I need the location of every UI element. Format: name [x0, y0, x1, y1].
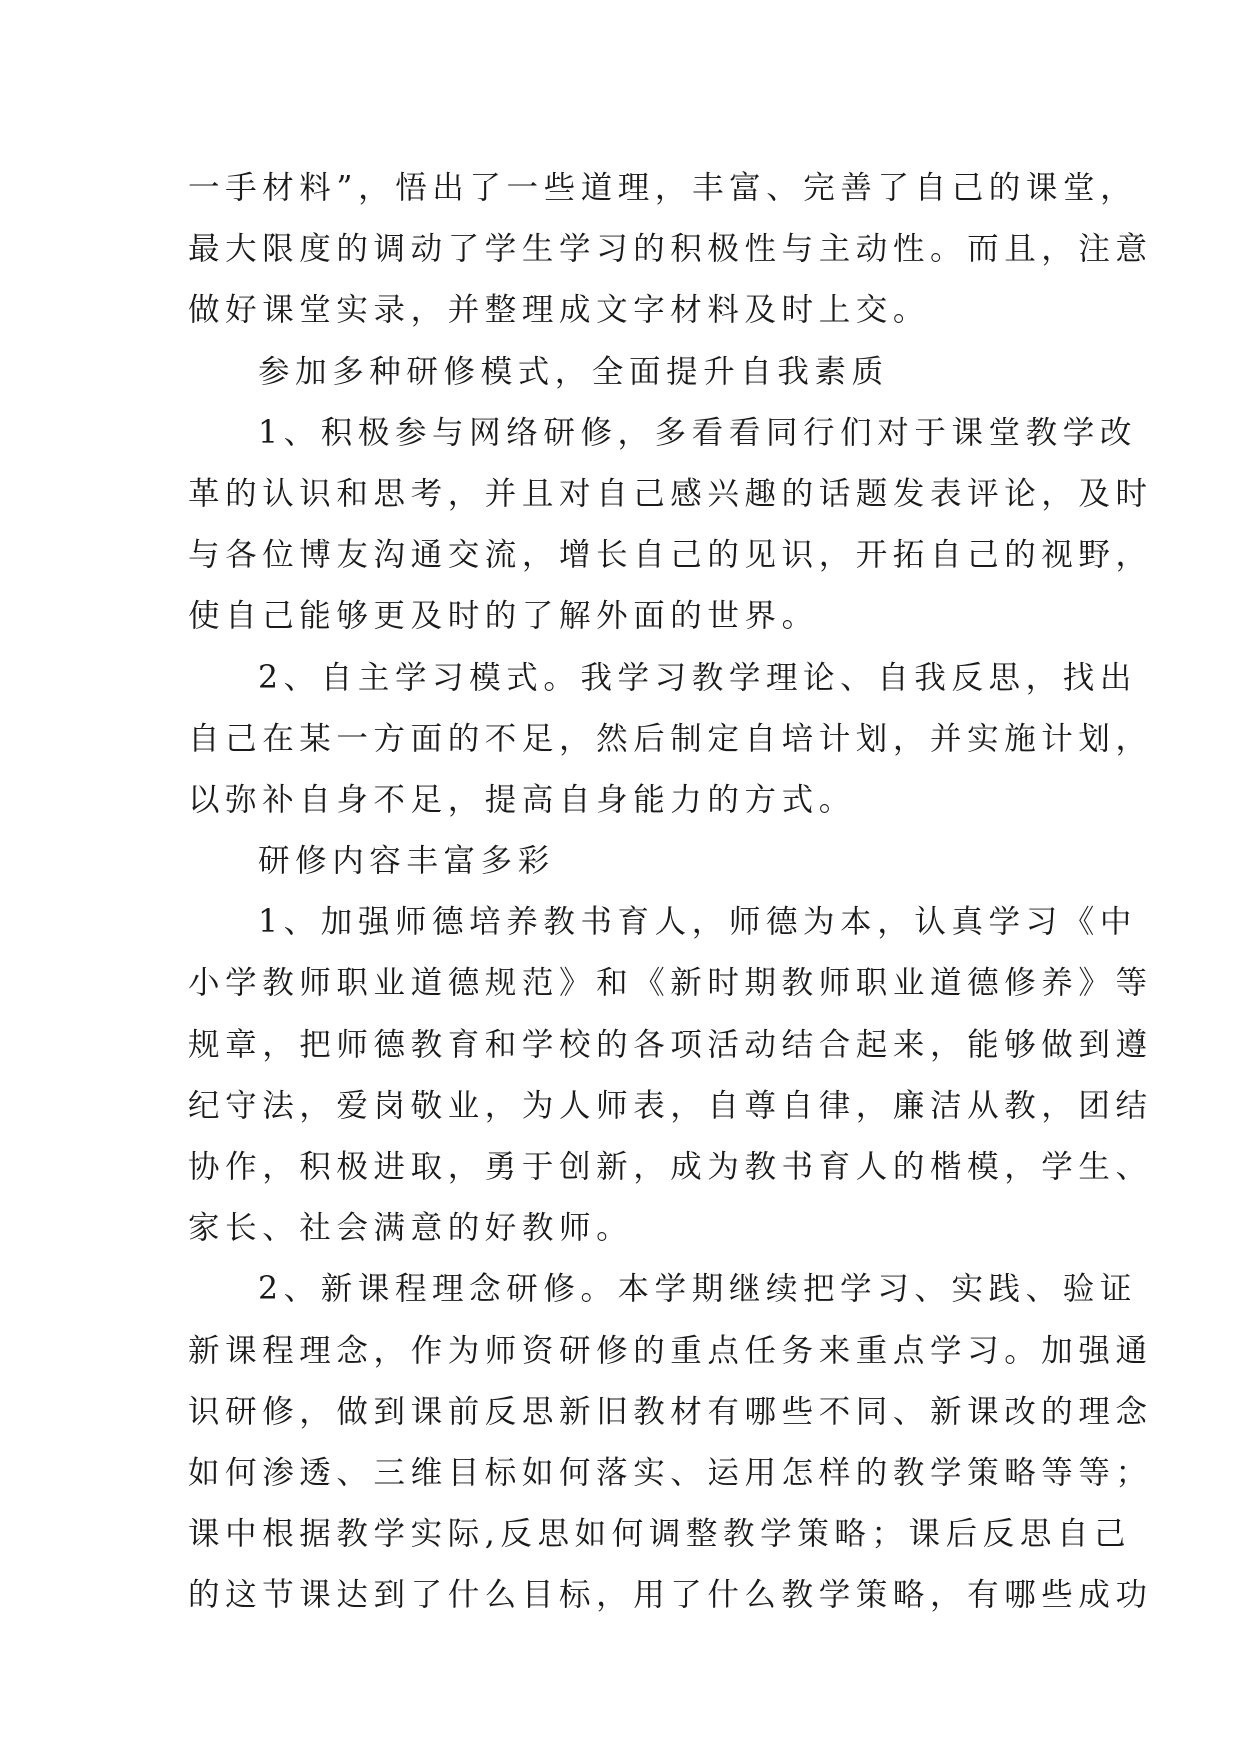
- text-line: 规章，把师德教育和学校的各项活动结合起来，能够做到遵: [188, 1026, 1153, 1063]
- text-line: 1、积极参与网络研修，多看看同行们对于课堂教学改: [258, 414, 1137, 451]
- text-line: 小学教师职业道德规范》和《新时期教师职业道德修养》等: [188, 965, 1153, 1002]
- text-line: 的这节课达到了什么目标，用了什么教学策略，有哪些成功: [188, 1577, 1153, 1614]
- text-line: 使自己能够更及时的了解外面的世界。: [188, 598, 819, 635]
- text-line: 2、自主学习模式。我学习教学理论、自我反思，找出: [258, 659, 1137, 696]
- text-line: 课中根据教学实际,反思如何调整教学策略；课后反思自己: [188, 1516, 1132, 1553]
- text-line: 革的认识和思考，并且对自己感兴趣的话题发表评论，及时: [188, 475, 1153, 512]
- text-line: 做好课堂实录，并整理成文字材料及时上交。: [188, 292, 931, 329]
- section-heading: 研修内容丰富多彩: [258, 843, 555, 880]
- text-line: 新课程理念，作为师资研修的重点任务来重点学习。加强通: [188, 1332, 1153, 1369]
- text-line: 自己在某一方面的不足，然后制定自培计划，并实施计划，: [188, 720, 1153, 757]
- text-line: 家长、社会满意的好教师。: [188, 1210, 634, 1247]
- text-line: 纪守法，爱岗敬业，为人师表，自尊自律，廉洁从教，团结: [188, 1087, 1153, 1124]
- text-line: 协作，积极进取，勇于创新，成为教书育人的楷模，学生、: [188, 1149, 1153, 1185]
- text-line: 一手材料”，悟出了一些道理，丰富、完善了自己的课堂，: [188, 170, 1138, 206]
- section-heading: 参加多种研修模式，全面提升自我素质: [258, 353, 889, 390]
- text-line: 最大限度的调动了学生学习的积极性与主动性。而且，注意: [188, 231, 1153, 268]
- text-line: 与各位博友沟通交流，增长自己的见识，开拓自己的视野，: [188, 537, 1153, 574]
- text-line: 2、新课程理念研修。本学期继续把学习、实践、验证: [258, 1271, 1137, 1308]
- text-line: 1、加强师德培养教书育人，师德为本，认真学习《中: [258, 904, 1137, 941]
- text-line: 如何渗透、三维目标如何落实、运用怎样的教学策略等等；: [188, 1454, 1153, 1491]
- text-line: 识研修，做到课前反思新旧教材有哪些不同、新课改的理念: [188, 1393, 1153, 1430]
- document-body: [188, 158, 1153, 1627]
- text-line: 以弥补自身不足，提高自身能力的方式。: [188, 781, 856, 818]
